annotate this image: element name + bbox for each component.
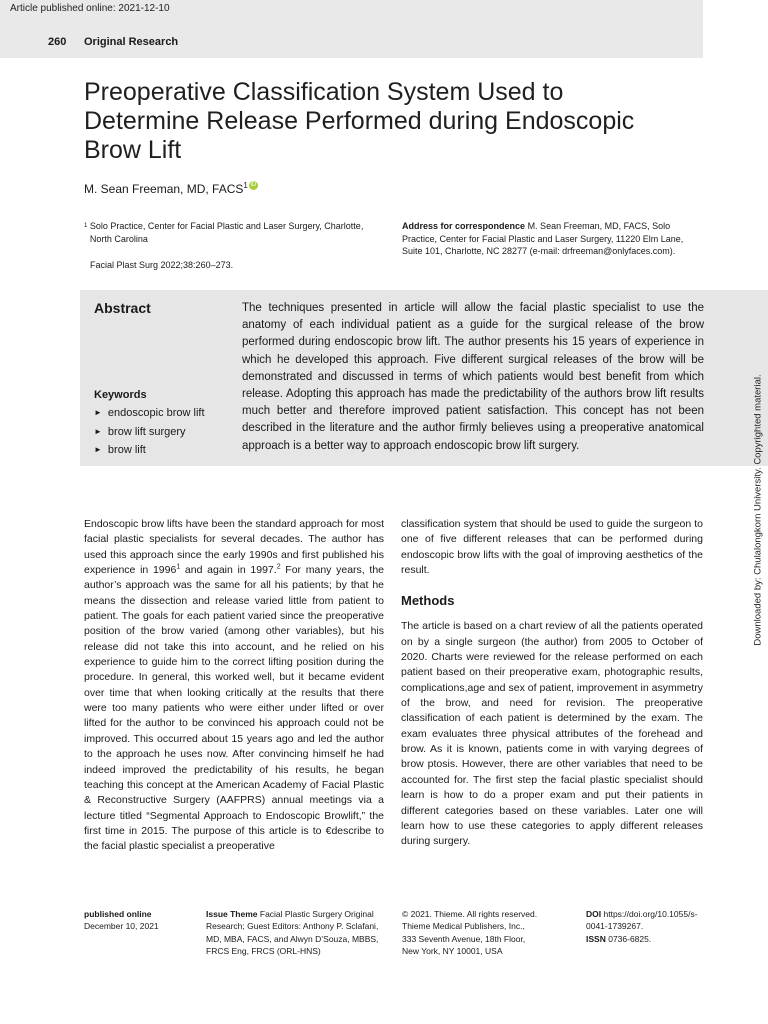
page-number: 260 (48, 36, 67, 48)
body-column-left (84, 517, 384, 855)
intro-text-part: and again in 1997. (180, 564, 277, 577)
affiliation (84, 220, 384, 245)
body-column-right (401, 517, 703, 850)
affiliation-text: Solo Practice, Center for Facial Plastic and Laser Surgery, Charlotte, North Carolina (89, 221, 364, 244)
footer-copyright-text: © 2021. Thieme. All rights reserved. (402, 909, 538, 919)
footer-address-line: 333 Seventh Avenue, 18th Floor, (402, 933, 526, 944)
footer-address-line: New York, NY 10001, USA (402, 945, 503, 956)
footer-doi (586, 908, 716, 945)
footer-doi-label: DOI (586, 909, 602, 919)
affiliation-ref: 1 (84, 223, 88, 229)
abstract-heading: Abstract (94, 300, 151, 316)
footer-copyright (402, 908, 574, 957)
correspondence-text: M. Sean Freeman, MD, FACS, Solo Practice, Center for Facial Plastic and Laser Surgery, 11220 Elm Lane, Suite 101, Charlotte, NC 28277 (e-mail: drfreeman@onlyfaces.com). (402, 221, 684, 256)
citation: Facial Plast Surg 2022;38:260–273. (90, 260, 234, 270)
intro-continued-paragraph: classification system that should be used to guide the surgeon to one of five different releases that can be performed during endoscopic brow lifts with the goal of improving aesthetics of the result. (401, 518, 703, 577)
footer-issn: 0736-6825. (608, 933, 652, 944)
footer-published-label: published online (84, 909, 152, 919)
intro-paragraph (84, 517, 384, 855)
article-title: Preoperative Classification System Used to Determine Release Performed during Endoscopic Brow Lift (84, 78, 635, 164)
author-line (84, 181, 258, 196)
orcid-icon[interactable]: iD (250, 182, 257, 188)
published-banner: Article published online: 2021-12-10 (10, 3, 170, 14)
download-notice-text: Downloaded by: Chulalongkorn University. Copyrighted material. (752, 374, 764, 646)
footer-issue (206, 908, 388, 957)
keywords-list (94, 404, 205, 460)
methods-paragraph: The article is based on a chart review of all the patients operated on by a single surgeon (the author) from 2005 to October of 2020. Charts were reviewed for the release performed on each patient based on their preoperative exam, photographic results, complications,age and sex of patient, improvement in asymmetry of the brow, and need for revision. The preoperative classification of each patient is determined by the exam. The exam evaluates three physical attributes of the forehead and brow. As it is known, patients come in with varying degrees of brow ptosis. However, there are other variables that need to be accounted for. The first step the facial plastic specialist should learn is how to do a proper exam and put their patients in different categories based on these variables. Later one will learn how to use these categories to apply different releases during surgery. (401, 620, 703, 848)
abstract-text: The techniques presented in article will allow the facial plastic specialist to use the anatomy of each individual patient as a guide for the surgical release of the brow performed during endoscopic brow lift. The author presents his 15 years of experience in which he developed this approach. Five different surgical releases of the brow will be demonstrated and discussed in terms of which patients would best benefit from which release. Adopting this approach has made the predictability of the authors brow lift results much better and therefore improved patient satisfaction. This concept has not been described in the literature and the author firmly believes using a preoperative anatomical approach is a better way to approach endoscopic brow lift surgery. (242, 302, 704, 452)
keyword-item: ► brow lift (94, 441, 205, 460)
footer-issue-label: Issue Theme (206, 909, 258, 919)
keywords-heading: Keywords (94, 389, 147, 401)
footer-issn-label: ISSN (586, 933, 606, 944)
footer-issue-text: Facial Plastic Surgery Original Research; Guest Editors: Anthony P. Sclafani, MD, MBA, FACS, and Alwyn D’Souza, MBBS, FRCS Eng, FRCS (ORL-HNS) (206, 909, 379, 956)
footer-published (84, 908, 194, 933)
intro-text-part: Endoscopic brow lifts have been the standard approach for most facial plastic specialists for several decades. The author has used this approach since the early 1990s and first published his experience in 1996 (84, 518, 384, 577)
author-affiliation-ref: 1 (243, 181, 248, 190)
doi-link[interactable]: https://doi.org/10.1055/s-0041-1739267. (586, 909, 698, 932)
keyword-item: ► endoscopic brow lift (94, 404, 205, 423)
footer-publisher: Thieme Medical Publishers, Inc., (402, 921, 525, 932)
methods-heading: Methods (401, 593, 455, 609)
correspondence (402, 220, 706, 258)
footer-published-date: December 10, 2021 (84, 921, 159, 932)
intro-text-part: For many years, the author’s approach was the same for all his patients; by that he means the dissection and release varied little from patient to patient. The goals for each patient varied since the preoperative position of the brow varied (among other variables), but his release did not take this into account, and he relied on his experience to guide him to the correct lifting position during the procedure. In general, this worked well, but it became evident over time that when looking critically at the results that there were too many patients who were either under lifted or over lifted for the author to be convinced his approach could not be improved. This occurred about 15 years ago and led the author to the approach he uses now. After convincing himself he had indeed improved the predictability of his results, he began teaching this concept at the American Academy of Facial Plastic & Reconstructive Surgery (AAFPRS) annual meetings via a lecture titled “Segmental Approach to Endoscopic Browlift,” the first time in 2015. The purpose of this article is to €describe to the facial plastic specialist a preoperative (84, 564, 385, 853)
section-label: Original Research (84, 36, 179, 48)
reference-link[interactable]: 1 (176, 563, 181, 571)
author-name: M. Sean Freeman, MD, FACS (84, 182, 244, 196)
keyword-item: ► brow lift surgery (94, 423, 205, 442)
correspondence-label: Address for correspondence (402, 221, 526, 231)
reference-link[interactable]: 2 (276, 563, 281, 571)
